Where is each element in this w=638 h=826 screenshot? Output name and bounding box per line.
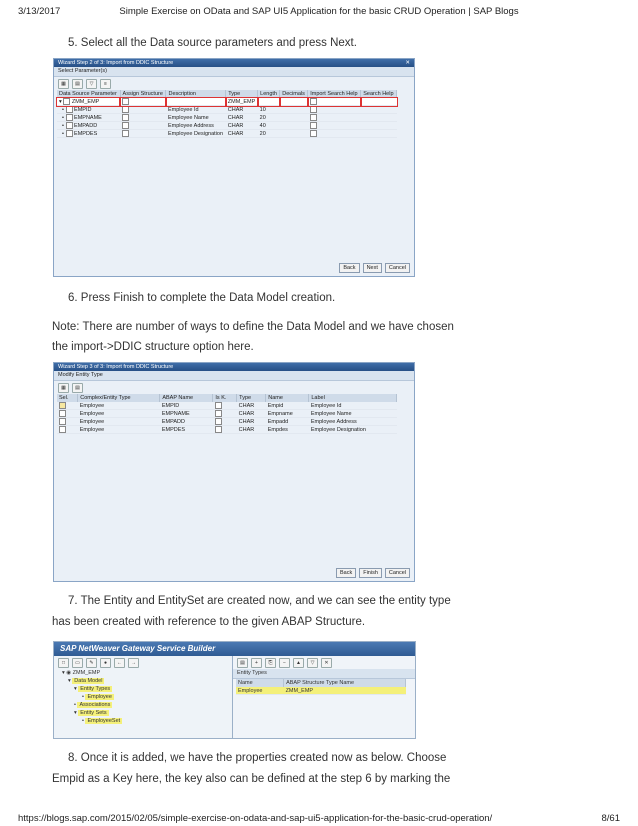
dialog-title: Wizard Step 2 of 3: Import from DDIC Structure [58, 60, 174, 66]
print-date: 3/13/2017 [18, 6, 61, 17]
len: 20 [258, 114, 280, 122]
table-row[interactable]: ▾ ZMM_EMP ZMM_EMP [57, 98, 397, 106]
type: CHAR [226, 114, 258, 122]
table-row[interactable]: • EMPNAME Employee Name CHAR 20 [57, 114, 397, 122]
entity-table [57, 394, 397, 434]
type: CHAR [226, 106, 258, 114]
delete-icon[interactable]: − [279, 658, 290, 668]
footer-url: https://blogs.sap.com/2015/02/05/simple-exercise-on-odata-and-sap-ui5-application-for-the-basic-crud-operation/ [18, 813, 493, 824]
abap-name: EMPNAME [160, 410, 213, 418]
step8-text-a: 8. Once it is added, we have the properties created now as below. Choose [68, 752, 447, 764]
table-row[interactable] [236, 687, 406, 695]
type: CHAR [226, 122, 258, 130]
page-number: 8/61 [601, 813, 620, 824]
name: Empid [266, 402, 309, 410]
table-row[interactable] [57, 418, 397, 426]
table-row[interactable] [57, 402, 397, 410]
tree-label: Associations [79, 702, 111, 708]
wizard-step3-dialog [53, 362, 415, 582]
tree-entity-sets[interactable]: ▾ Entity Sets [74, 710, 107, 716]
checkbox[interactable] [122, 106, 129, 113]
expand-icon[interactable]: ≡ [100, 79, 111, 89]
desc: Employee Address [166, 122, 226, 130]
tree-employee-set[interactable]: • EmployeeSet [82, 718, 121, 724]
table-row[interactable]: • EMPDES Employee Designation CHAR 20 [57, 130, 397, 138]
type: CHAR [226, 130, 258, 138]
back-icon[interactable]: ← [114, 658, 125, 668]
col-header: Assign Structure [120, 90, 166, 98]
tree-label: Data Model [74, 678, 103, 684]
toolbar [54, 77, 414, 90]
param-name: ZMM_EMP [71, 98, 100, 105]
checkbox[interactable] [63, 98, 70, 105]
note-line2: the import->DDIC structure option here. [52, 341, 254, 353]
label: Employee Designation [309, 426, 397, 434]
edit-icon[interactable]: ✎ [86, 658, 97, 668]
tree-data-model[interactable]: ▾ Data Model [68, 678, 103, 684]
step8-text-b: Empid as a Key here, the key also can be defined at the step 6 by marking the [52, 773, 451, 785]
col-header: Data Source Parameter [57, 90, 120, 98]
desc: Employee Name [166, 114, 226, 122]
panel-toolbar [233, 656, 415, 669]
close-icon[interactable]: ✕ [405, 60, 410, 66]
checkbox[interactable] [66, 122, 73, 129]
dialog-buttons [339, 263, 410, 273]
type: CHAR [237, 426, 266, 434]
col-header: Name [236, 679, 284, 687]
back-button[interactable]: Back [339, 263, 359, 273]
page-title: Simple Exercise on OData and SAP UI5 Application for the basic CRUD Operation | SAP Blogs [119, 6, 519, 17]
details-icon[interactable]: ▤ [237, 658, 248, 668]
back-button[interactable]: Back [336, 568, 356, 578]
key-checkbox[interactable] [215, 426, 222, 433]
checkbox[interactable] [66, 106, 73, 113]
key-checkbox[interactable] [215, 418, 222, 425]
desc: Employee Id [166, 106, 226, 114]
checkbox[interactable] [310, 114, 317, 121]
col-header: Sel. [57, 394, 78, 402]
entity: Employee [78, 410, 160, 418]
desc: Employee Designation [166, 130, 226, 138]
new-icon[interactable]: □ [58, 658, 69, 668]
cancel-button[interactable]: Cancel [385, 568, 410, 578]
label: Employee Name [309, 410, 397, 418]
checkbox[interactable] [59, 402, 66, 409]
tree-entity-types[interactable]: ▾ Entity Types [74, 686, 111, 692]
col-header: Type [226, 90, 258, 98]
checkbox[interactable] [66, 114, 73, 121]
abap-name: EMPADD [160, 418, 213, 426]
table-row[interactable] [57, 410, 397, 418]
generate-icon[interactable]: ● [100, 658, 111, 668]
cancel-button[interactable]: Cancel [385, 263, 410, 273]
name: Empname [266, 410, 309, 418]
step7-text-b: has been created with reference to the given ABAP Structure. [52, 616, 366, 628]
param-name: EMPDES [74, 130, 98, 137]
select-all-icon[interactable]: ▦ [58, 383, 69, 393]
key-checkbox[interactable] [215, 402, 222, 409]
step6-text: 6. Press Finish to complete the Data Model creation. [68, 292, 336, 304]
name: Empdes [266, 426, 309, 434]
filter-icon[interactable]: ▽ [307, 658, 318, 668]
tree-toolbar [54, 656, 232, 669]
deselect-all-icon[interactable]: ▤ [72, 79, 83, 89]
type: ZMM_EMP [226, 98, 258, 106]
param-name: EMPADD [74, 122, 98, 129]
checkbox[interactable] [122, 98, 129, 105]
col-header: Length [258, 90, 280, 98]
gateway-service-builder [53, 641, 416, 739]
deselect-all-icon[interactable]: ▤ [72, 383, 83, 393]
toolbar [54, 381, 414, 394]
param-name: EMPID [74, 106, 92, 113]
checkbox[interactable] [122, 130, 129, 137]
dialog-buttons [336, 568, 410, 578]
col-header: Description [166, 90, 226, 98]
len [258, 98, 280, 106]
label: Employee Id [309, 402, 397, 410]
table-row[interactable]: • EMPID Employee Id CHAR 10 [57, 106, 397, 114]
name: Empadd [266, 418, 309, 426]
key-checkbox[interactable] [215, 410, 222, 417]
desc [166, 98, 226, 106]
param-name: EMPNAME [74, 114, 102, 121]
tree-label: Entity Types [80, 686, 111, 692]
dialog-titlebar [54, 59, 414, 67]
copy-icon[interactable]: ⎘ [265, 658, 276, 668]
close-icon[interactable]: ✕ [321, 658, 332, 668]
next-button[interactable]: Next [363, 263, 382, 273]
tree-label: Employee [87, 694, 112, 700]
tree-root[interactable]: ▾ ◉ ZMM_EMP [62, 670, 101, 676]
sort-icon[interactable]: ▲ [293, 658, 304, 668]
tree-employee[interactable]: • Employee [82, 694, 112, 700]
checkbox[interactable] [59, 410, 66, 417]
insert-icon[interactable]: + [251, 658, 262, 668]
filter-icon[interactable]: ▽ [86, 79, 97, 89]
dialog-title: Wizard Step 3 of 3: Import from DDIC Structure [58, 364, 174, 370]
model-tree [54, 656, 233, 738]
abap-name: EMPID [160, 402, 213, 410]
checkbox[interactable] [59, 426, 66, 433]
tree-label: EmployeeSet [87, 718, 121, 724]
finish-button[interactable]: Finish [359, 568, 382, 578]
tree-root-label: ZMM_EMP [72, 670, 101, 676]
checkbox[interactable] [122, 114, 129, 121]
entity: Employee [78, 402, 160, 410]
abap-structure: ZMM_EMP [284, 687, 406, 695]
checkbox[interactable] [59, 418, 66, 425]
col-header: ABAP Name [160, 394, 213, 402]
parameter-table [57, 90, 397, 138]
open-icon[interactable]: ▭ [72, 658, 83, 668]
col-header: Is K. [213, 394, 237, 402]
checkbox[interactable] [310, 122, 317, 129]
type: CHAR [237, 410, 266, 418]
select-all-icon[interactable]: ▦ [58, 79, 69, 89]
abap-name: EMPDES [160, 426, 213, 434]
col-header: Complex/Entity Type [78, 394, 160, 402]
gateway-title: SAP NetWeaver Gateway Service Builder [54, 642, 415, 656]
panel-section-title: Entity Types [233, 669, 415, 679]
note-line1: Note: There are number of ways to define the Data Model and we have chosen [52, 321, 454, 333]
col-header: ABAP Structure Type Name [284, 679, 406, 687]
checkbox[interactable] [310, 98, 317, 105]
col-header: Label [309, 394, 397, 402]
entity: Employee [78, 426, 160, 434]
entity: Employee [78, 418, 160, 426]
forward-icon[interactable]: → [128, 658, 139, 668]
col-header: Import Search Help [308, 90, 361, 98]
len: 10 [258, 106, 280, 114]
step5-text: 5. Select all the Data source parameters and press Next. [68, 37, 357, 49]
dialog-titlebar [54, 363, 414, 371]
len: 20 [258, 130, 280, 138]
tree-label: Entity Sets [80, 710, 107, 716]
col-header: Search Help [361, 90, 397, 98]
table-row[interactable]: • EMPADD Employee Address CHAR 40 [57, 122, 397, 130]
entity-types-panel [233, 656, 415, 738]
col-header: Name [266, 394, 309, 402]
checkbox[interactable] [310, 130, 317, 137]
len: 40 [258, 122, 280, 130]
entity-name: Employee [236, 687, 284, 695]
col-header: Type [237, 394, 266, 402]
checkbox[interactable] [310, 106, 317, 113]
checkbox[interactable] [66, 130, 73, 137]
wizard-step2-dialog [53, 58, 415, 277]
label: Employee Address [309, 418, 397, 426]
entity-types-table [236, 679, 406, 695]
section-title: Modify Entity Type [54, 371, 414, 381]
table-row[interactable] [57, 426, 397, 434]
tree-associations[interactable]: • Associations [74, 702, 111, 708]
step7-text-a: 7. The Entity and EntitySet are created now, and we can see the entity type [68, 595, 451, 607]
section-title: Select Parameter(s) [54, 67, 414, 77]
col-header: Decimals [280, 90, 308, 98]
type: CHAR [237, 418, 266, 426]
checkbox[interactable] [122, 122, 129, 129]
type: CHAR [237, 402, 266, 410]
